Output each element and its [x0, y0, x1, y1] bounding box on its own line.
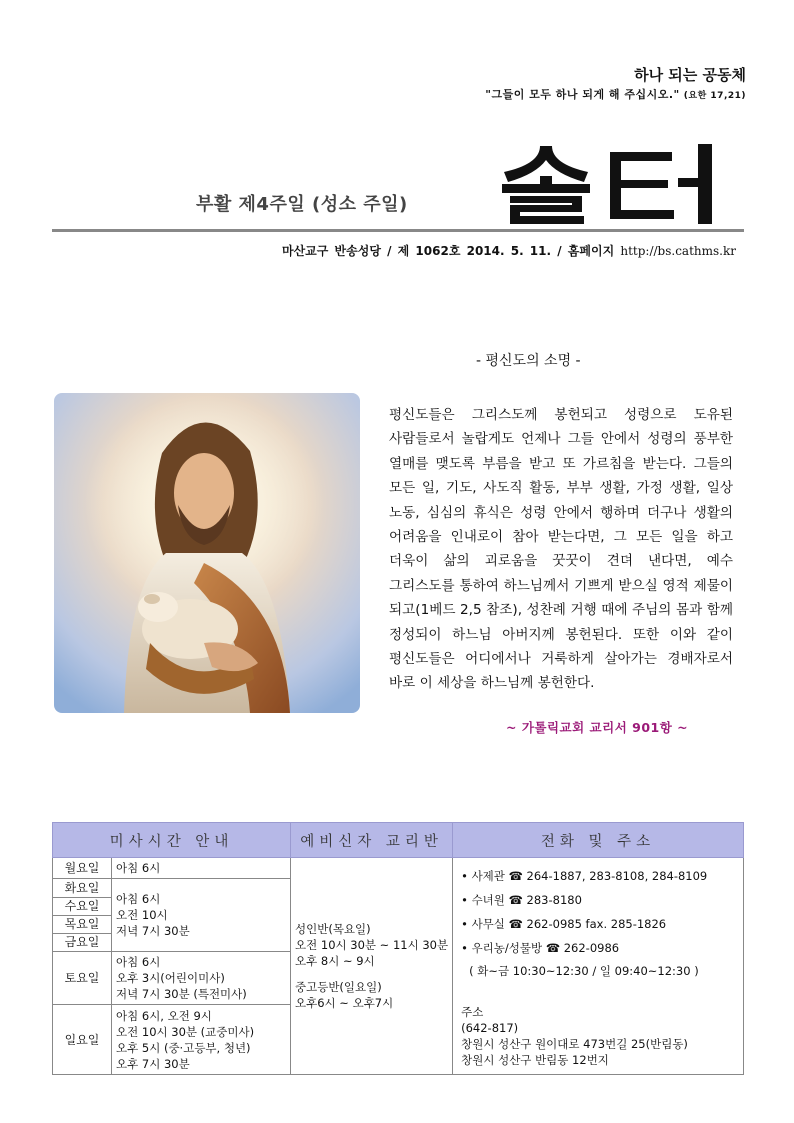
- liturgical-sunday: 부활 제4주일 (성소 주일): [196, 194, 408, 215]
- contact-cell: [453, 858, 744, 1075]
- motto-quote: [485, 86, 746, 102]
- shop-hours: ( 화~금 10:30~12:30 / 일 09:40~12:30 ): [469, 964, 699, 978]
- mass-weekday: [112, 879, 291, 952]
- contact-office: • 사무실 ☎ 262-0985 fax. 285-1826: [461, 912, 735, 936]
- article-body: 평신도들은 그리스도께 봉헌되고 성령으로 도유된 사람들로서 놀랍게도 언제나 그들 안에서 성령의 풍부한 열매를 맺도록 부름을 받고 또 가르침을 받는다. 그들의 모든 일, 기도, 사도직 활동, 부부 생활, 가정 생활, 일상 노동, 심심의 휴식은 성령 안에서 행하며 더구나 생활의 어려움을 인내로이 참아 받는다면, 그 모든 일을 하고 더욱이 삶의 괴로움을 꿋꿋이 견뎌 낸다면, 예수 그리스도를 통하여 하느님께서 기쁘게 받으실 영적 제물이 되고(1베드 2,5 참조), 성찬례 거행 때에 주님의 몸과 함께 정성되이 하느님 아버지께 봉헌된다. 또한 이와 같이 평신도들은 어디에서나 거룩하게 살아가는 경배자로서 바로 이 세상을 하느님께 봉헌한다.: [389, 407, 733, 692]
- address-line: 창원시 성산구 원이대로 473번길 25(반림동): [461, 1037, 688, 1051]
- contact-shop: • 우리농/성물방 ☎ 262-0986: [461, 936, 735, 960]
- mass-line: 아침 6시: [116, 892, 161, 907]
- day-friday: 금요일: [64, 934, 100, 949]
- issue-info: 마산교구 반송성당 / 제 1062호 2014. 5. 11. / 홈페이지: [282, 244, 615, 258]
- motto-quote-text: "그들이 모두 하나 되게 해 주십시오.": [485, 88, 680, 101]
- day-saturday: 토요일: [53, 951, 112, 1004]
- adult-class-title: 성인반(목요일): [295, 922, 371, 936]
- address-line: (642-817): [461, 1021, 519, 1035]
- issue-line: [282, 242, 736, 259]
- day-wednesday: 수요일: [53, 898, 111, 916]
- mass-line: 저녁 7시 30분: [116, 924, 190, 939]
- parish-info-table: [52, 822, 744, 1075]
- mass-line: 오전 10시 30분 (교중미사): [116, 1024, 255, 1039]
- soltuh-logo: [500, 142, 730, 226]
- mass-sunday: [112, 1005, 291, 1075]
- article-source: ~ 가톨릭교회 교리서 901항 ~: [506, 720, 689, 735]
- article-title: - 평신도의 소명 -: [476, 353, 581, 369]
- day-tuesday: 화요일: [53, 880, 111, 898]
- jesus-with-lamb-image: [54, 393, 360, 713]
- mass-line: 오후 3시(어린이미사): [116, 971, 225, 986]
- youth-class-time: 오후6시 ~ 오후7시: [295, 996, 394, 1010]
- mass-saturday: [112, 951, 291, 1004]
- mass-line: 저녁 7시 30분 (특전미사): [116, 987, 247, 1002]
- motto-reference: (요한 17,21): [683, 91, 746, 101]
- mass-line: 아침 6시: [116, 861, 161, 876]
- mass-line: 아침 6시, 오전 9시: [116, 1008, 212, 1023]
- motto-title: 하나 되는 공동체: [634, 66, 746, 84]
- catechism-header: 예비신자 교리반: [291, 823, 453, 858]
- catechism-class-cell: [291, 858, 453, 1075]
- mass-line: 오전 10시: [116, 908, 168, 923]
- contact-convent: • 수녀원 ☎ 283-8180: [461, 888, 735, 912]
- header-rule: [52, 229, 744, 232]
- address-label: 주소: [461, 1005, 484, 1019]
- mass-monday: [112, 858, 291, 879]
- mass-line: 오후 5시 (중·고등부, 청년): [116, 1040, 251, 1055]
- mass-schedule-header: 미사시간 안내: [53, 823, 291, 858]
- day-monday: 월요일: [53, 858, 112, 879]
- days-weekday: [53, 879, 112, 952]
- homepage-link[interactable]: http://bs.cathms.kr: [620, 244, 736, 258]
- contact-rectory: • 사제관 ☎ 264-1887, 283-8108, 284-8109: [461, 864, 735, 888]
- mass-line: 오후 7시 30분: [116, 1056, 190, 1071]
- day-thursday: 목요일: [53, 916, 111, 934]
- adult-class-time: 오후 8시 ~ 9시: [295, 954, 375, 968]
- day-sunday: 일요일: [53, 1005, 112, 1075]
- mass-line: 아침 6시: [116, 955, 161, 970]
- adult-class-time: 오전 10시 30분 ~ 11시 30분: [295, 938, 449, 952]
- youth-class-title: 중고등반(일요일): [295, 980, 382, 994]
- contact-header: 전화 및 주소: [453, 823, 744, 858]
- address-line: 창원시 성산구 반림동 12번지: [461, 1053, 609, 1067]
